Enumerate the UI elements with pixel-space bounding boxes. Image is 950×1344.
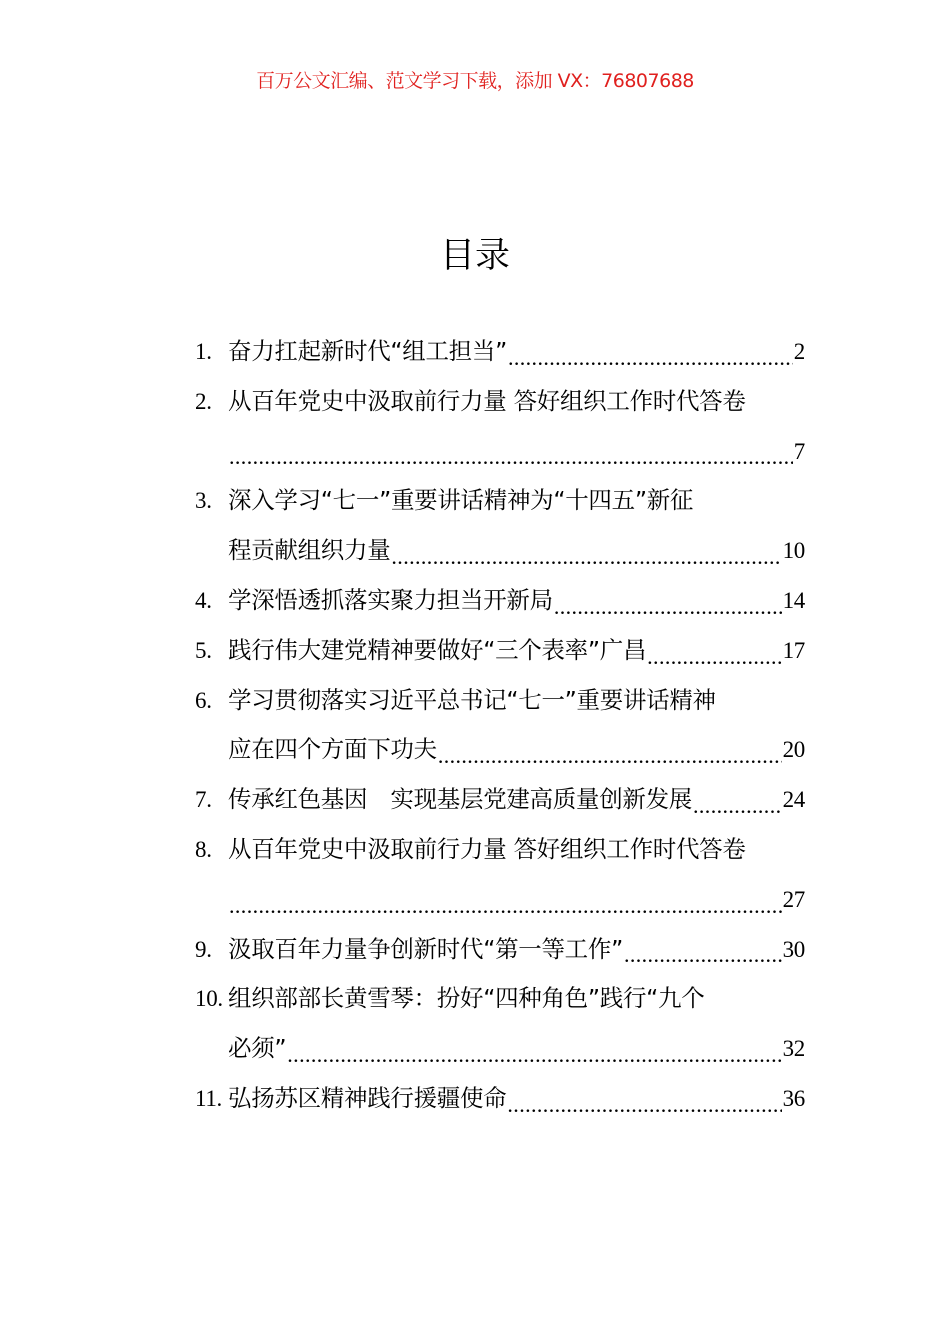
toc-line <box>195 576 805 626</box>
toc-entry[interactable] <box>195 476 805 576</box>
toc-page-number: 20 <box>782 737 805 763</box>
toc-title: 从百年党史中汲取前行力量 答好组织工作时代答卷 <box>228 386 746 415</box>
toc-number: 9. <box>195 936 212 962</box>
toc-page-number: 36 <box>782 1085 805 1111</box>
toc-title: 深入学习“七一”重要讲话精神为“十四五”新征 <box>228 486 694 515</box>
toc-entry[interactable] <box>195 974 805 1074</box>
toc-line <box>195 1074 805 1124</box>
toc-title: 汲取百年力量争创新时代“第一等工作” <box>228 934 623 963</box>
toc-entry[interactable] <box>195 576 805 626</box>
toc-line <box>195 377 805 427</box>
toc-page-number: 30 <box>782 936 805 962</box>
dot-leader <box>287 1036 781 1074</box>
toc-title: 传承红色基因 实现基层党建高质量创新发展 <box>228 785 692 814</box>
toc-title: 学深悟透抓落实聚力担当开新局 <box>228 585 553 614</box>
toc-line <box>195 476 805 526</box>
dot-leader <box>229 438 793 476</box>
toc-number: 5. <box>195 637 212 663</box>
page-title: 目录 <box>439 236 510 276</box>
toc-line <box>195 925 805 975</box>
toc-page-number: 10 <box>782 538 805 564</box>
toc-line <box>195 825 805 875</box>
toc-number: 3. <box>195 488 212 514</box>
toc-number: 11. <box>195 1085 222 1111</box>
toc-title: 奋力扛起新时代“组工担当” <box>228 337 507 365</box>
toc-line <box>195 526 805 576</box>
toc-entry[interactable] <box>195 327 805 377</box>
toc-line <box>195 327 805 377</box>
dot-leader <box>438 737 782 775</box>
toc-line <box>195 974 805 1024</box>
toc-line <box>195 725 805 775</box>
dot-leader <box>554 588 782 626</box>
toc-line <box>195 1024 805 1074</box>
toc-title: 弘扬苏区精神践行援疆使命 <box>228 1083 507 1112</box>
toc-number: 10. <box>195 986 223 1012</box>
dot-leader <box>508 339 793 377</box>
toc-number: 4. <box>195 587 212 613</box>
dot-leader <box>624 936 782 974</box>
dot-leader <box>693 787 782 825</box>
toc-page-number: 2 <box>793 339 805 364</box>
toc-title: 践行伟大建党精神要做好“三个表率”广昌 <box>228 635 647 664</box>
toc-page-number: 32 <box>782 1036 805 1062</box>
toc-line <box>195 875 805 925</box>
dot-leader <box>507 1086 781 1124</box>
watermark-header: 百万公文汇编、范文学习下载，添加 VX：76807688 <box>256 70 694 92</box>
toc-title: 从百年党史中汲取前行力量 答好组织工作时代答卷 <box>228 834 746 863</box>
toc-entry[interactable] <box>195 775 805 825</box>
toc-number: 6. <box>195 687 212 713</box>
toc-page-number: 14 <box>782 587 805 613</box>
toc-number: 8. <box>195 836 212 862</box>
dot-leader <box>647 638 781 676</box>
toc-line <box>195 676 805 726</box>
toc-number: 2. <box>195 388 212 414</box>
toc-title: 组织部部长黄雪琴：扮好“四种角色”践行“九个 <box>228 984 705 1013</box>
toc-entry[interactable] <box>195 626 805 676</box>
toc-entry[interactable] <box>195 676 805 776</box>
toc-line <box>195 775 805 825</box>
toc-number: 1. <box>195 339 212 364</box>
toc-page-number: 24 <box>782 787 805 813</box>
toc-entry[interactable] <box>195 925 805 975</box>
toc-title-continued: 程贡献组织力量 <box>228 536 391 565</box>
toc-page-number: 7 <box>793 438 805 464</box>
toc-entry[interactable] <box>195 825 805 925</box>
toc-title-continued: 应在四个方面下功夫 <box>228 735 437 764</box>
table-of-contents <box>195 327 805 1124</box>
toc-number: 7. <box>195 787 212 813</box>
dot-leader <box>229 887 782 925</box>
dot-leader <box>391 538 781 576</box>
toc-title: 学习贯彻落实习近平总书记“七一”重要讲话精神 <box>228 685 716 714</box>
toc-entry[interactable] <box>195 1074 805 1124</box>
toc-line <box>195 626 805 676</box>
toc-line <box>195 427 805 477</box>
toc-title-continued: 必须” <box>228 1034 287 1063</box>
toc-page-number: 17 <box>782 637 805 663</box>
toc-page-number: 27 <box>782 886 805 912</box>
toc-entry[interactable] <box>195 377 805 477</box>
